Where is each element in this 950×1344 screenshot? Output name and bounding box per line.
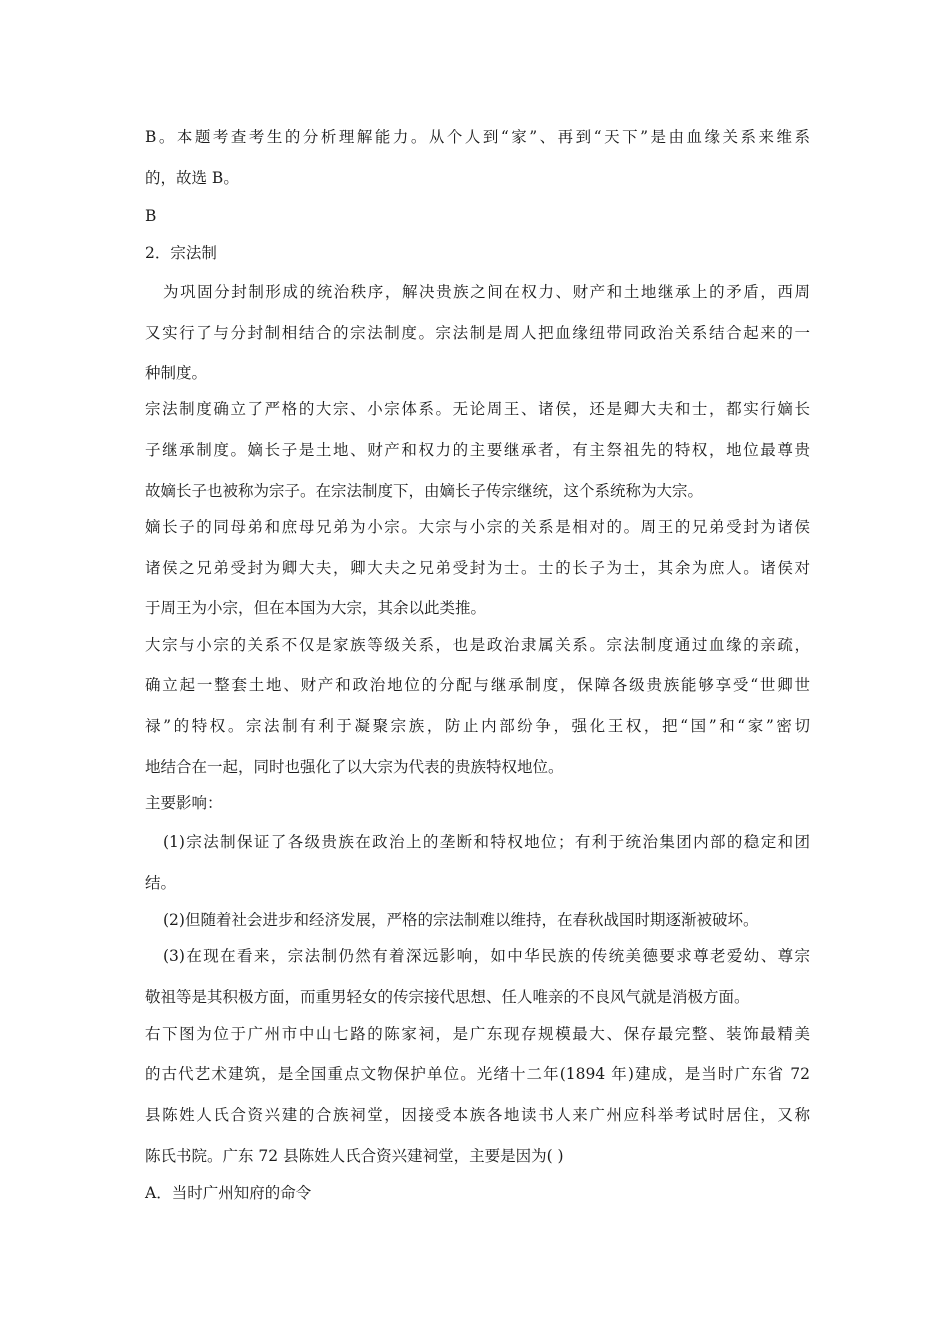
paragraph-line: 为巩固分封制形成的统治秩序，解决贵族之间在权力、财产和土地继承上的矛盾，西周 [163, 283, 810, 301]
paragraph-line: 又实行了与分封制相结合的宗法制度。宗法制是周人把血缘纽带同政治关系结合起来的一 [145, 324, 810, 342]
impact-item-3: (3)在现在看来，宗法制仍然有着深远影响，如中华民族的传统美德要求尊老爱幼、尊宗 [163, 947, 810, 965]
option-a: A．当时广州知府的命令 [145, 1184, 312, 1202]
paragraph-line: 宗法制度确立了严格的大宗、小宗体系。无论周王、诸侯，还是卿大夫和士，都实行嫡长 [145, 400, 810, 418]
paragraph-line: 于周王为小宗，但在本国为大宗，其余以此类推。 [145, 599, 487, 617]
paragraph-line: 子继承制度。嫡长子是土地、财产和权力的主要继承者，有主祭祖先的特权，地位最尊贵 [145, 441, 810, 459]
paragraph-line: 嫡长子的同母弟和庶母兄弟为小宗。大宗与小宗的关系是相对的。周王的兄弟受封为诸侯 [145, 518, 810, 536]
paragraph-line: 种制度。 [145, 364, 208, 382]
answer-explanation-line-1: B。本题考查考生的分析理解能力。从个人到“家”、再到“天下”是由血缘关系来维系 [145, 128, 810, 146]
impact-item-2: (2)但随着社会进步和经济发展，严格的宗法制难以维持，在春秋战国时期逐渐被破坏。 [163, 911, 759, 929]
impact-item-3-cont: 敬祖等是其积极方面，而重男轻女的传宗接代思想、任人唯亲的不良风气就是消极方面。 [145, 988, 750, 1006]
impact-item-1-cont: 结。 [145, 874, 177, 892]
question-stem-line: 右下图为位于广州市中山七路的陈家祠，是广东现存规模最大、保存最完整、装饰最精美 [145, 1025, 810, 1043]
question-stem-line: 陈氏书院。广东 72 县陈姓人氏合资兴建祠堂，主要是因为( ) [145, 1147, 564, 1165]
paragraph-line: 大宗与小宗的关系不仅是家族等级关系，也是政治隶属关系。宗法制度通过血缘的亲疏， [145, 636, 810, 654]
impact-item-1: (1)宗法制保证了各级贵族在政治上的垄断和特权地位；有利于统治集团内部的稳定和团 [163, 833, 810, 851]
answer-line: B [145, 207, 157, 225]
paragraph-line: 禄”的特权。宗法制有利于凝聚宗族，防止内部纷争，强化王权，把“国”和“家”密切 [145, 717, 810, 735]
question-stem-line: 的古代艺术建筑，是全国重点文物保护单位。光绪十二年(1894 年)建成，是当时广东省 72 [145, 1065, 810, 1083]
paragraph-line: 确立起一整套土地、财产和政治地位的分配与继承制度，保障各级贵族能够享受“世卿世 [145, 676, 810, 694]
subheading-main-impact: 主要影响： [145, 794, 223, 812]
section-heading: 2．宗法制 [145, 244, 217, 262]
paragraph-line: 故嫡长子也被称为宗子。在宗法制度下，由嫡长子传宗继统，这个系统称为大宗。 [145, 482, 704, 500]
paragraph-line: 诸侯之兄弟受封为卿大夫，卿大夫之兄弟受封为士。士的长子为士，其余为庶人。诸侯对 [145, 559, 810, 577]
paragraph-line: 地结合在一起，同时也强化了以大宗为代表的贵族特权地位。 [145, 758, 564, 776]
answer-explanation-line-2: 的，故选 B。 [145, 169, 239, 187]
question-stem-line: 县陈姓人氏合资兴建的合族祠堂，因接受本族各地读书人来广州应科举考试时居住，又称 [145, 1106, 810, 1124]
